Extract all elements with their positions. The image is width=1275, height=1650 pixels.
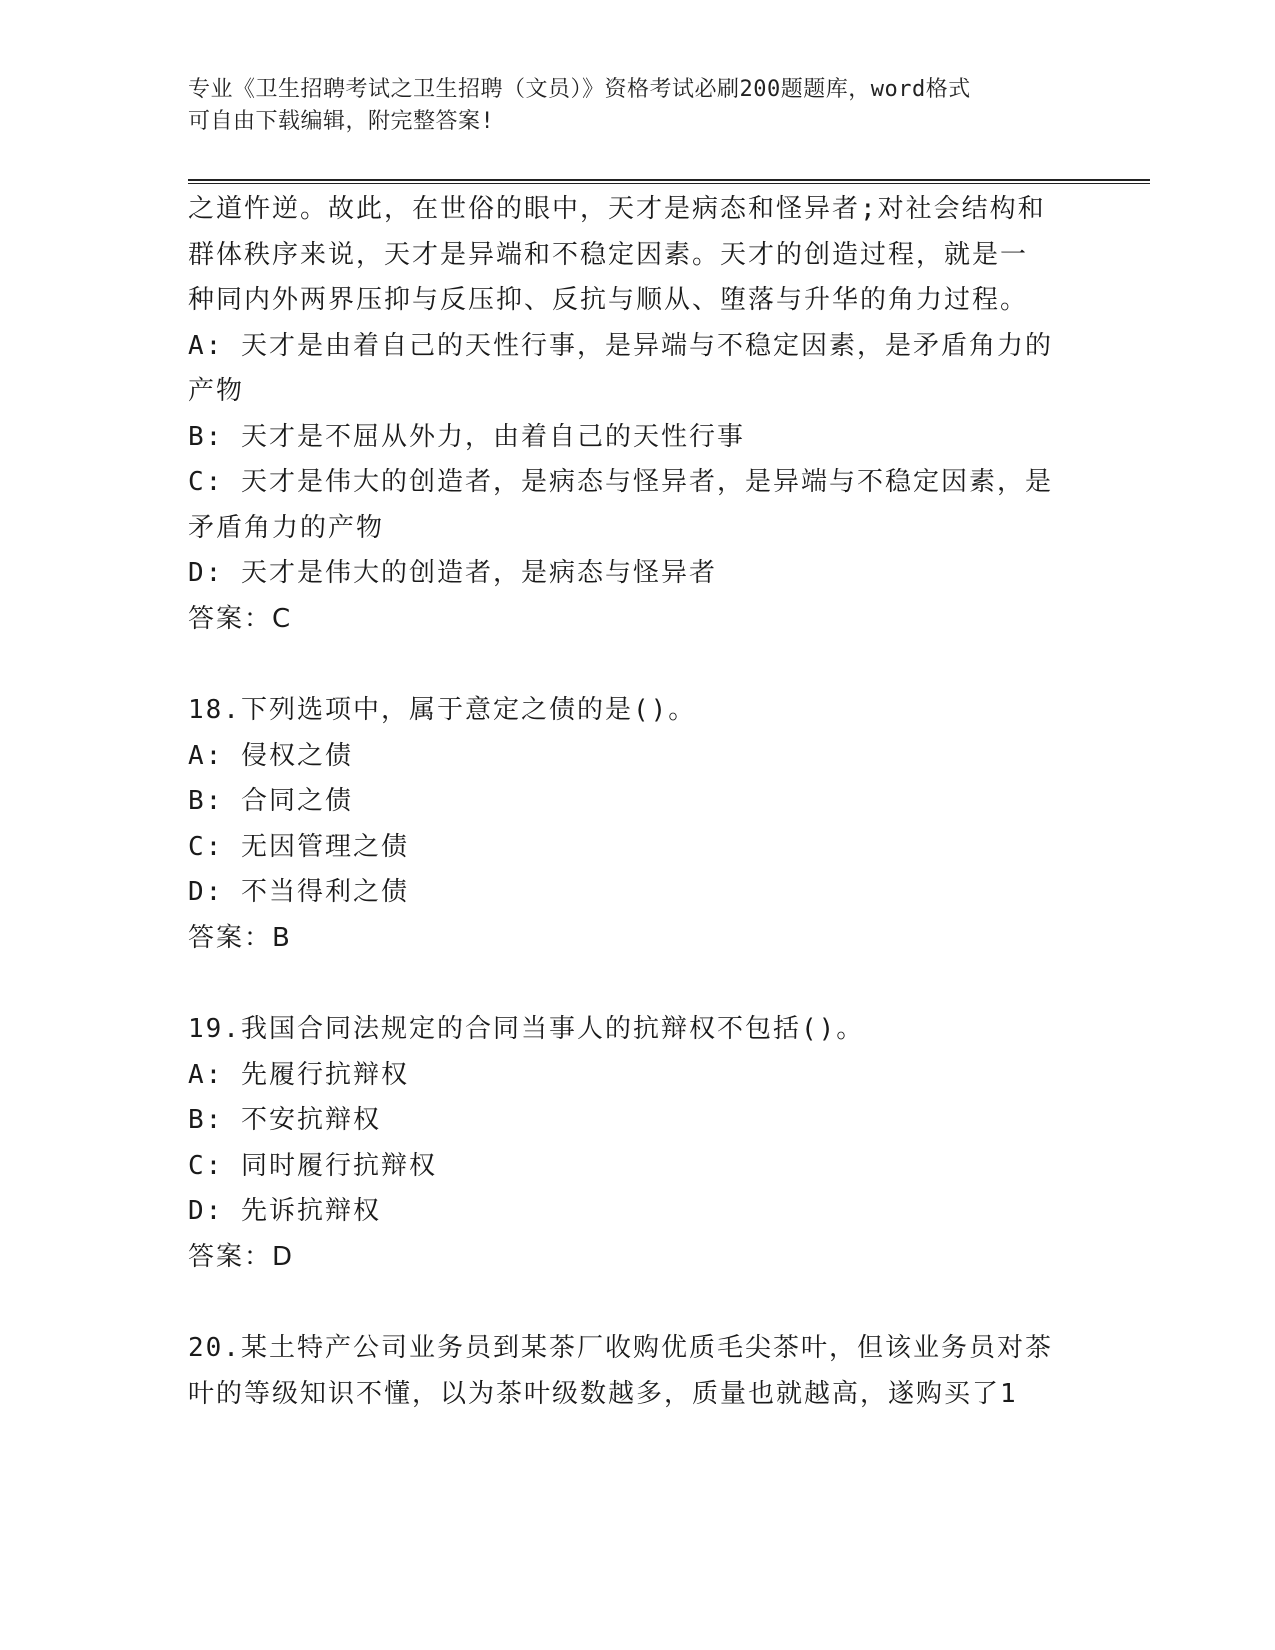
- answer-line: 答案：B: [188, 922, 292, 953]
- spacer: [188, 961, 1088, 1007]
- header-divider-thin: [188, 183, 1150, 184]
- document-header: [188, 74, 1068, 138]
- spacer: [188, 642, 1088, 688]
- spacer: [188, 1280, 1088, 1326]
- option-c: C: 同时履行抗辩权: [188, 1150, 437, 1181]
- question-19: [188, 1007, 1088, 1280]
- header-divider: [188, 179, 1150, 181]
- option-b: B: 不安抗辩权: [188, 1105, 381, 1135]
- option-a: A: 侵权之债: [188, 740, 353, 771]
- option-a: A: 天才是由着自己的天性行事，是异端与不稳定因素，是矛盾角力的: [188, 330, 1053, 361]
- answer-line: 答案：C: [188, 603, 293, 634]
- header-title-line-2: 可自由下载编辑，附完整答案!: [188, 109, 495, 134]
- option-c: C: 天才是伟大的创造者，是病态与怪异者，是异端与不稳定因素，是: [188, 467, 1053, 497]
- document-body: [188, 187, 1088, 1417]
- option-a-continuation: 产物: [188, 376, 245, 406]
- answer-line: 答案：D: [188, 1241, 295, 1272]
- question-text-line: 种同内外两界压抑与反压抑、反抗与顺从、堕落与升华的角力过程。: [188, 285, 1029, 315]
- question-17-continuation: [188, 187, 1088, 642]
- question-text-line: 之道忤逆。故此，在世俗的眼中，天才是病态和怪异者;对社会结构和: [188, 194, 1046, 224]
- option-d: D: 不当得利之债: [188, 877, 409, 907]
- option-b: B: 天才是不屈从外力，由着自己的天性行事: [188, 421, 745, 452]
- question-text-line: 群体秩序来说，天才是异端和不稳定因素。天才的创造过程，就是一: [188, 239, 1029, 270]
- header-title-line-1: 专业《卫生招聘考试之卫生招聘（文员）》资格考试必刷200题题库，word格式: [188, 77, 971, 102]
- question-stem: 19.我国合同法规定的合同当事人的抗辩权不包括()。: [188, 1014, 865, 1044]
- question-stem: 20.某土特产公司业务员到某茶厂收购优质毛尖茶叶，但该业务员对茶: [188, 1333, 1053, 1363]
- option-a: A: 先履行抗辩权: [188, 1059, 409, 1090]
- question-18: [188, 688, 1088, 961]
- option-d: D: 天才是伟大的创造者，是病态与怪异者: [188, 558, 717, 588]
- question-stem-continuation: 叶的等级知识不懂，以为茶叶级数越多，质量也就越高，遂购买了1: [188, 1378, 1018, 1409]
- option-c-continuation: 矛盾角力的产物: [188, 512, 385, 543]
- option-c: C: 无因管理之债: [188, 831, 409, 862]
- option-d: D: 先诉抗辩权: [188, 1196, 381, 1226]
- question-stem: 18.下列选项中，属于意定之债的是()。: [188, 695, 697, 725]
- option-b: B: 合同之债: [188, 786, 353, 816]
- question-20: [188, 1326, 1088, 1417]
